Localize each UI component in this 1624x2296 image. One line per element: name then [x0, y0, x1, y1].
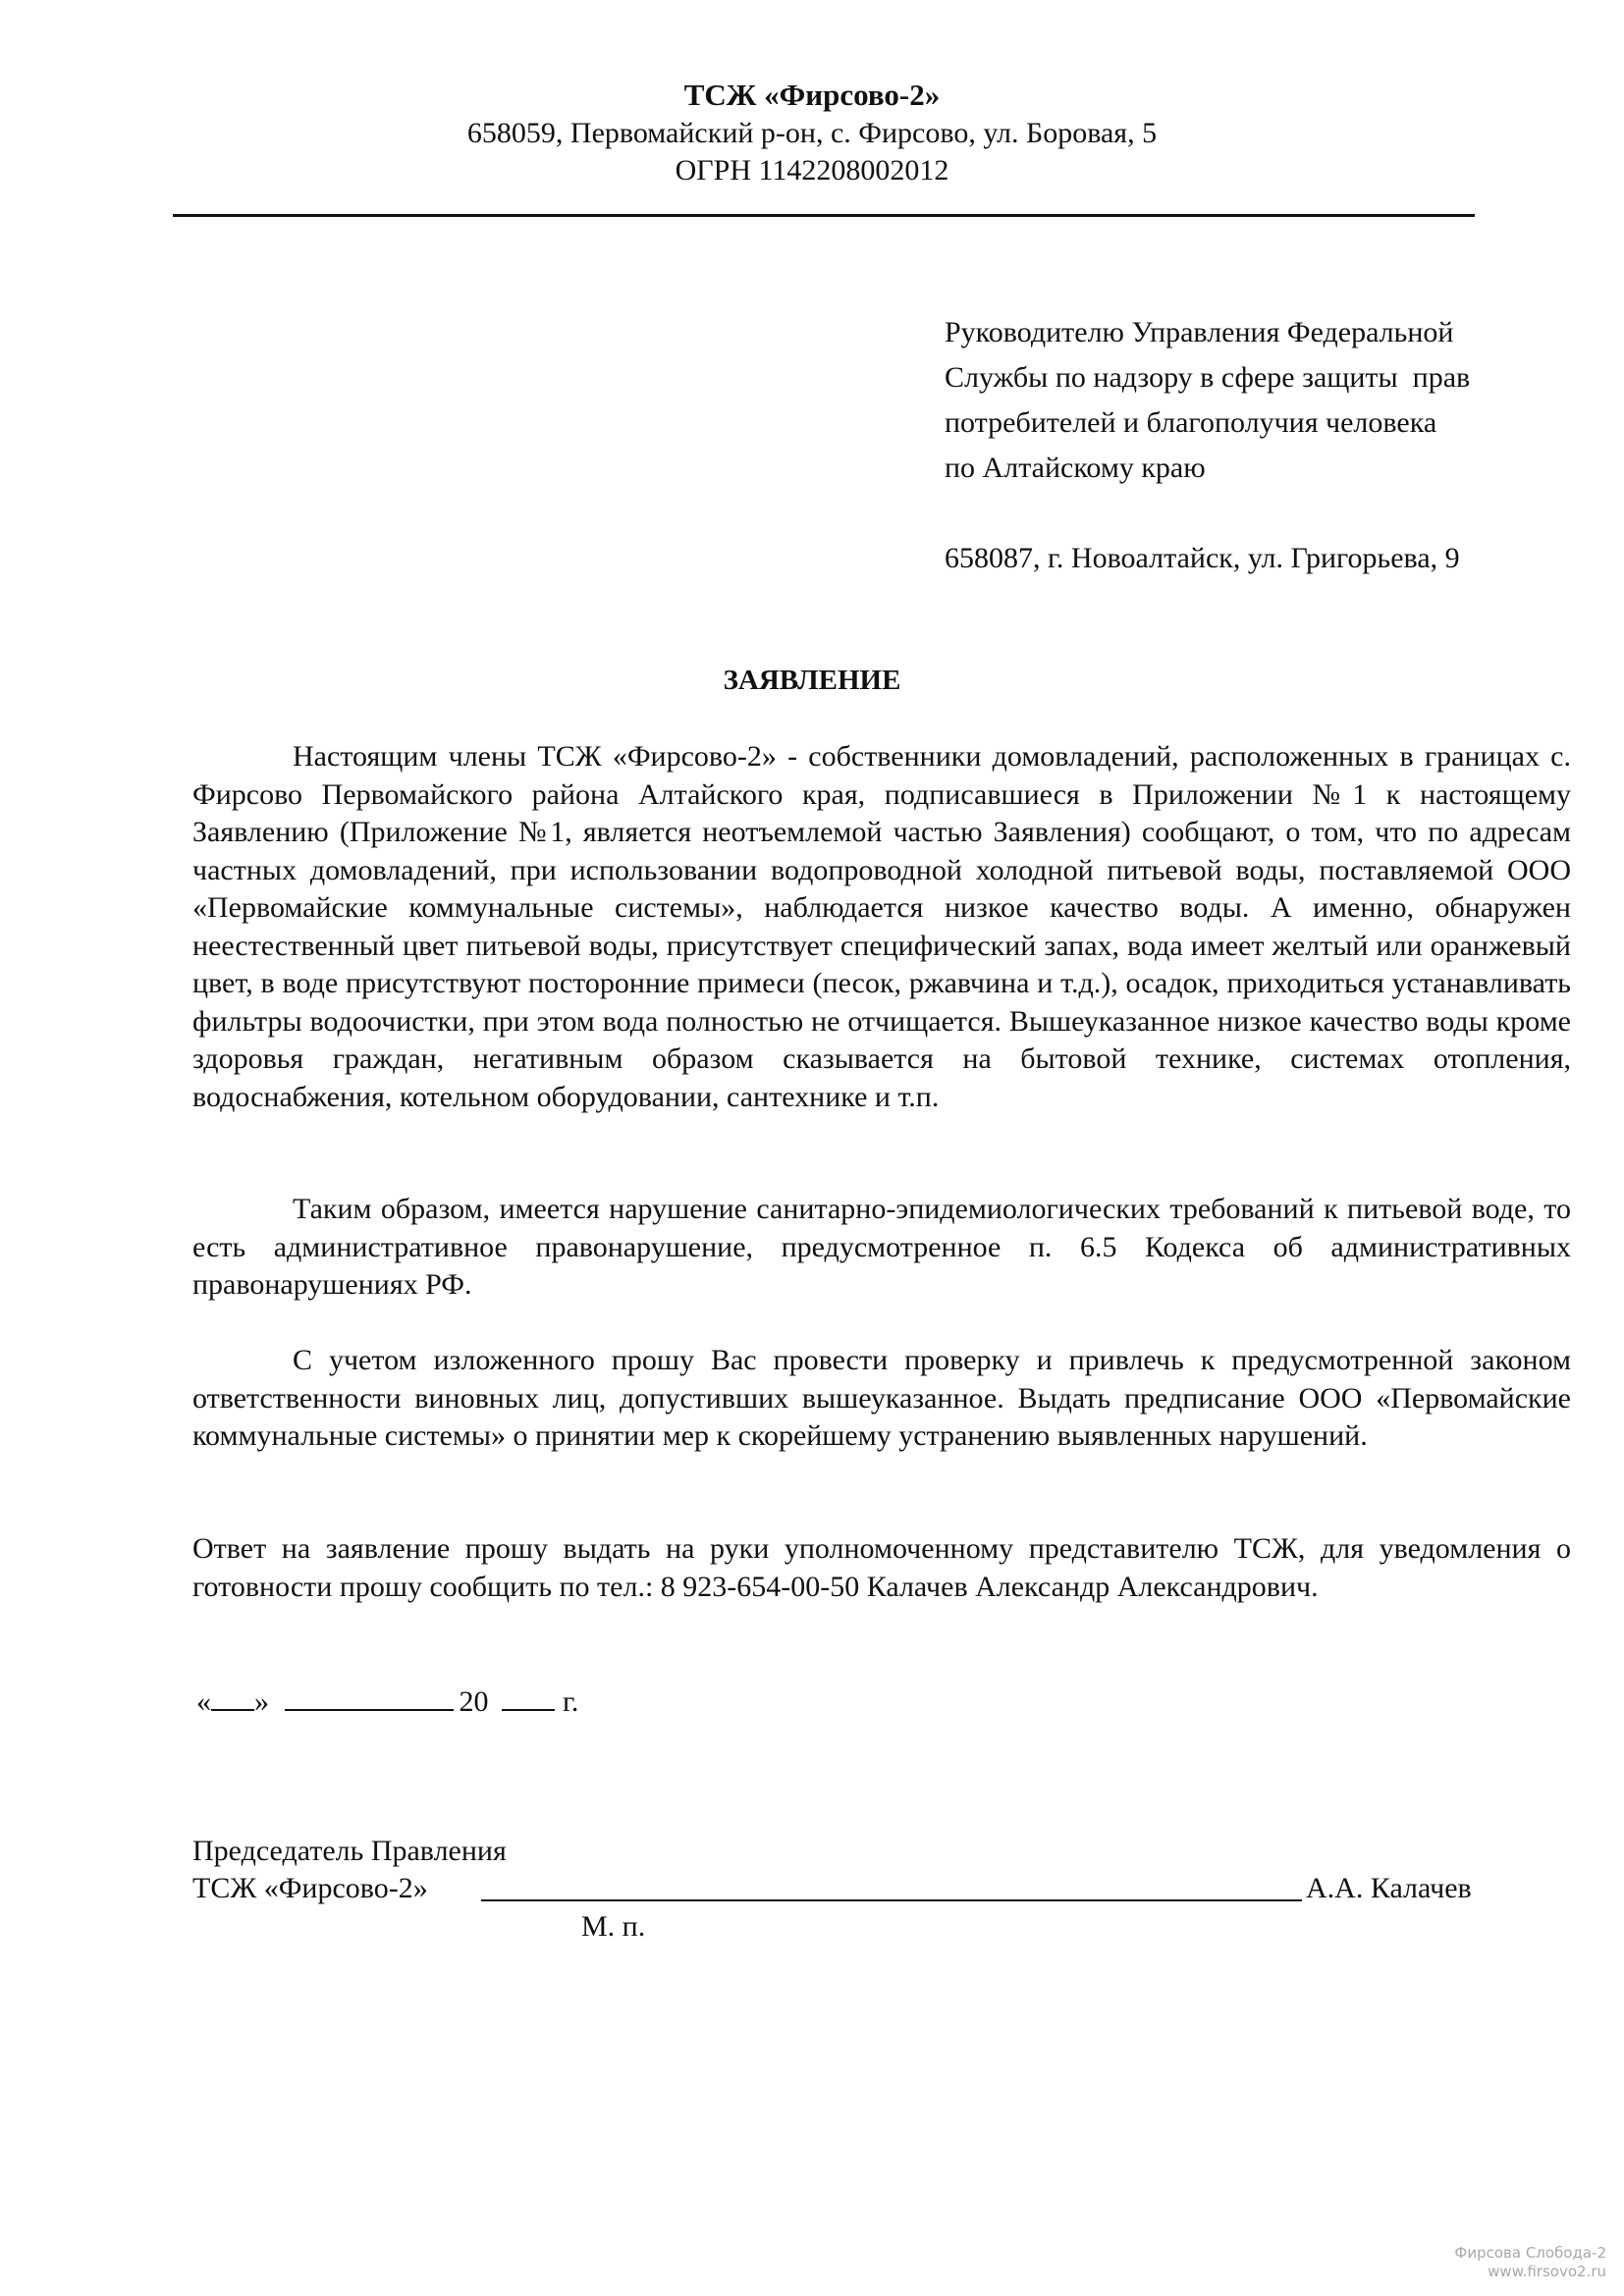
date-century: 20	[459, 1685, 489, 1718]
watermark-site-name: Фирсова Слобода-2	[1454, 2244, 1606, 2262]
paragraph-request	[192, 1342, 1571, 1456]
paragraph-text: Таким образом, имеется нарушение санитарно-эпидемиологических требований к питьевой воде, то есть административное правонарушение, предусмотренное п. 6.5 Кодекса об административных правонарушениях РФ.	[192, 1193, 1571, 1301]
header-ogrn: ОГРН 1142208002012	[675, 154, 949, 187]
date-year-blank[interactable]	[502, 1682, 555, 1711]
paragraph-violation	[192, 1191, 1571, 1305]
signatory-role: Председатель Правления	[192, 1835, 507, 1867]
recipient-address: 658087, г. Новоалтайск, ул. Григорьева, 9	[945, 542, 1460, 574]
signature-line[interactable]	[481, 1899, 1302, 1901]
header-organization: ТСЖ «Фирсово-2»	[683, 78, 941, 112]
signatory-organization: ТСЖ «Фирсово-2»	[192, 1872, 428, 1904]
signatory-name: А.А. Калачев	[1306, 1872, 1472, 1904]
paragraph-text: Настоящим члены ТСЖ «Фирсово-2» - собственники домовладений, расположенных в границах с. Фирсово Первомайского района Алтайского края, подписавшиеся в Приложении №1 к настоящему Заявлению (Приложение №1, является неотъемлемой частью Заявления) сообщают, о том, что по адресам частных домовладений, при использовании водопроводной холодной питьевой воды, поставляемой ООО «Первомайские коммунальные системы», наблюдается низкое качество воды. А именно, обнаружен неестественный цвет питьевой воды, присутствует специфический запах, вода имеет желтый или оранжевый цвет, в воде присутствуют посторонние примеси (песок, ржавчина и т.д.), осадок, приходиться устанавливать фильтры водоочистки, при этом вода полностью не отчищается. Вышеуказанное низкое качество воды кроме здоровья граждан, негативным образом сказывается на бытовой технике, системах отопления, водоснабжения, котельном оборудовании, сантехнике и т.п.	[192, 740, 1571, 1113]
paragraph-text: С учетом изложенного прошу Вас провести проверку и привлечь к предусмотренной законом ответственности виновных лиц, допустивших вышеуказанное. Выдать предписание ООО «Первомайские коммунальные системы» о принятии мер к скорейшему устранению выявленных нарушений.	[192, 1344, 1571, 1452]
date-month-blank[interactable]	[285, 1682, 454, 1711]
paragraph-complaint	[192, 738, 1571, 1116]
recipient-line: Руководителю Управления Федеральной	[945, 316, 1454, 348]
paragraph-response	[192, 1530, 1571, 1606]
date-close-quote: »	[254, 1685, 269, 1718]
recipient-line: Службы по надзору в сфере защиты прав	[945, 361, 1471, 394]
recipient-line: по Алтайскому краю	[945, 452, 1206, 484]
date-open-quote: «	[196, 1685, 211, 1718]
date-day-blank[interactable]	[211, 1682, 254, 1711]
paragraph-text: Ответ на заявление прошу выдать на руки уполномоченному представителю ТСЖ, для уведомления о готовности прошу сообщить по тел.: 8 923-654-00-50 Калачев Александр Александрович.	[192, 1532, 1571, 1603]
watermark	[1454, 2244, 1606, 2281]
date-year-suffix: г.	[563, 1685, 579, 1718]
recipient-block	[945, 310, 1470, 581]
stamp-placeholder: М. п.	[581, 1910, 646, 1943]
header-divider	[173, 214, 1475, 217]
date-line	[196, 1682, 578, 1721]
recipient-line: потребителей и благополучия человека	[945, 406, 1437, 439]
header-address: 658059, Первомайский р-он, с. Фирсово, ул. Боровая, 5	[466, 117, 1158, 149]
watermark-url: www.firsovo2.ru	[1488, 2263, 1606, 2280]
document-title: ЗАЯВЛЕНИЕ	[723, 665, 901, 696]
